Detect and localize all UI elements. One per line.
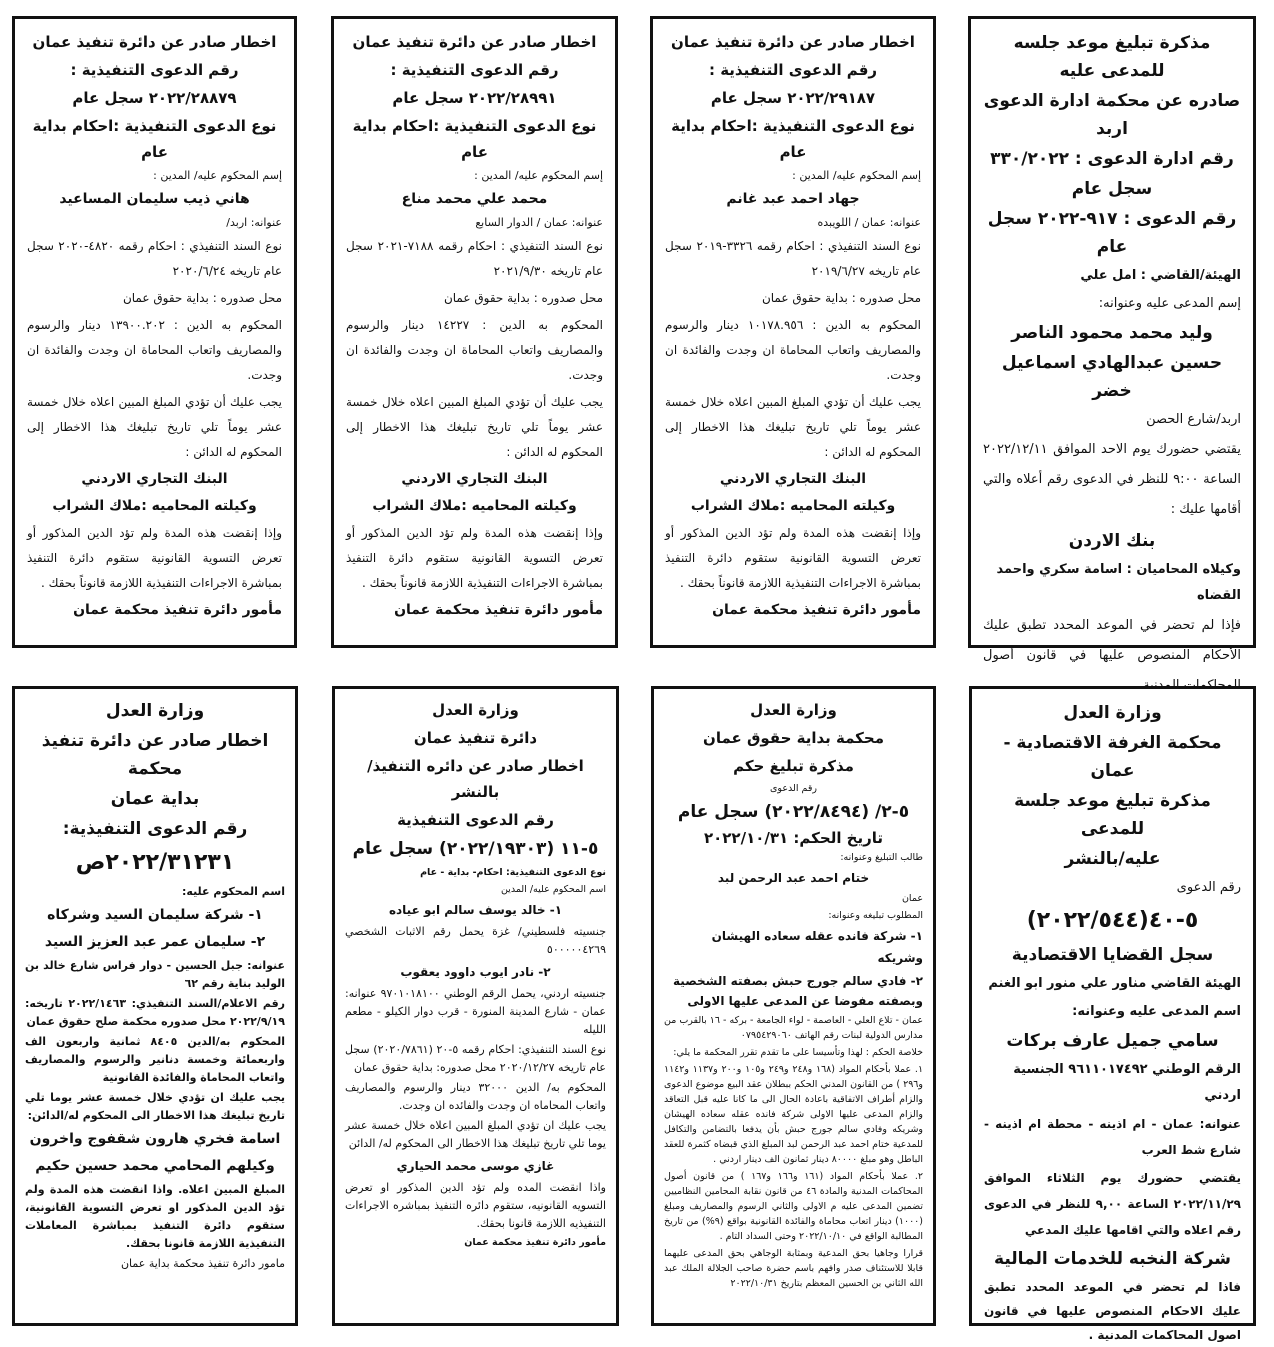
case-register: سجل عام (1071, 179, 1153, 199)
payment-demand: يجب عليك أن تؤدي المبلغ المبين اعلاه خلال خمسة عشر يوماً تلي تاريخ تبليغك هذا الاخطار إلى المحكوم له الدائن : (346, 395, 603, 459)
judgment-clause-2: ٢. عملا بأحكام المواد (١٦١ و١٦٦ و١٦٧ ) من قانون أصول المحاكمات المدنية والمادة ٤٦ من قانون نقابة المحامين النظاميين تضمين المدعى عليه م الاولى والثاني الرسوم والمصاريف ومبلغ (١٠٠٠) دينار اتعاب محاماة والفائدة القانونية بواقع (٩%) من تاريخ المطالبة الواقع في ٢٠٢٢/١٠/١٠ وحتى السداد التام . (664, 1171, 923, 1242)
recipient-2: ٢- فادي سالم جورج حبش بصفته الشخصية وبصفته مفوضا عن المدعى عليها الاولى (673, 974, 923, 1008)
debtor-label: اسم المحكوم عليه: (182, 885, 285, 898)
notice-title: اخطار صادر عن دائرة تنفيذ عمان (32, 33, 277, 51)
execution-type: نوع الدعوى التنفيذية :احكام بداية عام (32, 117, 277, 161)
enforcement-warning: وإذا إنقضت هذه المدة ولم تؤد الدين المذكور أو تعرض التسوية القانونية ستقوم دائرة التنفيذ بمباشرة الاجراءات التنفيذية اللازمة قانوناً بحقك . (665, 526, 921, 590)
panel-judge: الهيئة/القاضي : امل علي (1080, 268, 1241, 283)
officer-signature: مأمور دائرة تنفيذ محكمة عمان (464, 1237, 606, 1248)
officer-signature: مامور دائرة تنفيذ محكمة بداية عمان (120, 1257, 285, 1270)
debtor-label: إسم المحكوم عليه/ المدين : (792, 169, 921, 182)
absence-warning: فاذا لم تحضر في الموعد المحدد تطبق عليك الاحكام المنصوص عليها في قانون اصول المحاكمات المدنية . (984, 1280, 1241, 1342)
execution-number: ٢٠٢٢/٢٩١٨٧ سجل عام (710, 89, 876, 107)
court-name: بداية عمان (110, 789, 200, 809)
notice-title: مذكرة تبليغ حكم (733, 757, 854, 775)
creditor-lawyer: وكيلهم المحامي محمد حسين حكيم (35, 1158, 275, 1174)
plaintiff-name: بنك الاردن (1068, 531, 1156, 551)
debtor-2-name: ٢- سليمان عمر عبد العزيز السيد (44, 934, 266, 950)
judgment-date: تاريخ الحكم: ٢٠٢٢/١٠/٣١ (703, 829, 884, 847)
court-name: محكمة الغرفة الاقتصادية - عمان (1003, 733, 1222, 781)
creditor-name: غازي موسى محمد الحياري (396, 1159, 555, 1173)
officer-signature: مأمور دائرة تنفيذ محكمة عمان (73, 602, 282, 618)
notice-court: صادره عن محكمة ادارة الدعوى اربد (983, 91, 1241, 139)
execution-number: ٢٠٢٢/٢٨٩٩١ سجل عام (392, 89, 557, 107)
national-id: الرقم الوطني ٩٦١١٠١٧٤٩٢ الجنسية اردني (1013, 1062, 1241, 1103)
case-number-label: رقم الدعوى (769, 783, 817, 794)
notice-execution-28991 (331, 16, 618, 648)
execution-number: ٢٠٢٢/٢٨٨٧٩ سجل عام (72, 89, 237, 107)
recipient-1: ١- شركة فانده عقله سعاده الهيشان وشريكه (711, 929, 923, 965)
officer-signature: مأمور دائرة تنفيذ محكمة عمان (394, 602, 603, 618)
debtor-address: عنوانه: عمان / الدوار السابع (475, 216, 603, 229)
issuing-court: محل صدوره : بداية حقوق عمان (122, 291, 282, 305)
execution-label: رقم الدعوى التنفيذية: (62, 819, 248, 839)
debtor-label: اسم المحكوم عليه/ المدين (500, 884, 606, 895)
defendant-address: اربد/شارع الحصن (1146, 412, 1241, 427)
enforcement-warning: وإذا إنقضت هذه المدة ولم تؤد الدين المذكور أو تعرض التسوية القانونية ستقوم دائرة التنفيذ بمباشرة الاجراءات التنفيذية اللازمة قانوناً بحقك . (346, 526, 603, 590)
defendant-label: إسم المدعى عليه وعنوانه: (1098, 296, 1241, 311)
creditor-name: اسامة فخري هارون شقفوج واخرون (29, 1131, 281, 1147)
debtor-1-id: جنسيته فلسطيني/ غزة يحمل رقم الاثبات الشخصي ٥٠٠٠٠٠٤٢٦٩ (345, 925, 606, 956)
debtor-2-details: جنسيته اردني، يحمل الرقم الوطني ٩٧٠١٠١٨١٠٠ عنوانه: عمان - شارع المدينة المنورة - قرب دوار الكيلو - مطعم الليله (345, 987, 606, 1036)
debtor-address: عنوانه: عمان / اللويبده (817, 216, 921, 229)
hearing-text: يقتضي حضورك يوم الاحد الموافق ٢٠٢٢/١٢/١١ الساعة ٩:٠٠ للنظر في الدعوى رقم أعلاه والتي أقامها عليك : (983, 442, 1241, 517)
notice-economic-chamber (969, 686, 1256, 1342)
creditor-name: البنك التجاري الاردني (401, 471, 548, 487)
notice-title: اخطار صادر عن دائرة تنفيذ محكمة (41, 731, 269, 779)
panel-judge: الهيئة القاضي مناور علي منور ابو الغنم (988, 976, 1241, 991)
creditor-lawyer: وكيلته المحاميه :ملاك الشراب (372, 498, 577, 514)
instrument-number: رقم الاعلام/السند التنفيذي: ٢٠٢٢/١٤٦٣ تاريخه: ٢٠٢٢/٩/١٩ محل صدوره محكمة صلح حقوق عمان (25, 997, 285, 1028)
creditor-name: البنك التجاري الاردني (81, 471, 228, 487)
payment-demand: يجب عليك أن تؤدي المبلغ المبين اعلاه خلال خمسة عشر يوماً تلي تاريخ تبليغك هذا الاخطار إلى المحكوم له الدائن : (665, 395, 921, 459)
defendant-address: عنوانه: عمان - ام اذينه - محطة ام اذينه - شارع شط العرب (984, 1117, 1241, 1157)
court-name: محكمة بداية حقوق عمان (703, 729, 884, 747)
notice-title: مذكرة تبليغ موعد جلسة للمدعى (1014, 791, 1211, 839)
execution-number: ٥-١١ (٢٠٢٢/١٩٣٠٣) سجل عام (352, 839, 599, 859)
payment-demand: يجب عليك ان تؤدي المبلغ المبين اعلاه خلال خمسة عشر يوما تلي تاريخ تبليغك هذا الاخطار الى المحكوم له/ الدائن (345, 1119, 606, 1150)
case-management-number: رقم ادارة الدعوى : ٣٣٠/٢٠٢٢ (990, 149, 1234, 169)
instrument-type: نوع السند التنفيذي : احكام رقمه ٧١٨٨-٢٠٢١ سجل عام تاريخه ٢٠٢١/٩/٣٠ (346, 239, 604, 278)
debtor-1-name: ١- خالد يوسف سالم ابو عياده (388, 903, 563, 917)
absence-warning: فإذا لم تحضر في الموعد المحدد تطبق عليك الأحكام المنصوص عليها في قانون أصول (983, 618, 1241, 663)
notice-execution-31231 (12, 686, 298, 1326)
ministry-title: وزارة العدل (750, 701, 837, 719)
execution-label: رقم الدعوى التنفيذية : (390, 61, 559, 79)
judgment-amount: المحكوم به الدين : ١٣٩٠٠.٢٠٢ دينار والرسوم والمصاريف واتعاب المحاماة ان وجدت والفائدة ان وجدت. (27, 318, 282, 382)
enforcement-warning: وإذا إنقضت هذه المدة ولم تؤد الدين المذكور أو تعرض التسوية القانونية ستقوم دائرة التنفيذ بمباشرة الاجراءات التنفيذية اللازمة قانوناً بحقك . (27, 526, 282, 590)
judgment-clause-1: ١. عملا بأحكام المواد (١٦٨ و٢٤٨ و٢٤٩ و١٠٥ و٢٠٠ و١١٣٧ و١١٤٢ و٢٩٦ ) من القانون المدني الحكم ببطلان عقد البيع موضوع الدعوى والزام أطراف الاتفاقية باعادة الحال الى ما كانا عليه قبل التعاقد والزام المدعى عليها الاولى شركة فانده عقله سعاده الهيشان وشريكه وفادي سالم جورج حبش بأن يدفعا بالتضامن والتكافل للمدعية ختام احمد عبد الرحمن لبد المبلغ الذي قبضاه كثمرة للعقد الباطل وهو مبلغ ٨٠٠٠٠ دينار ثمانون الف دينار اردني . (664, 1064, 924, 1165)
recipient-address: عمان - تلاع العلي - العاصمة - لواء الجامعة - بركه - ١٦ بالقرب من مدارس الدولية لبنات رقم الهاتف ٠٧٩٥٤٢٩٠٦٠ (664, 1015, 923, 1041)
case-number: ٥-٢/ (٢٠٢٢/٨٤٩٤) سجل عام (677, 802, 910, 822)
notice-title: مذكرة تبليغ موعد جلسه للمدعى عليه (1013, 33, 1211, 81)
instrument-type: نوع السند التنفيذي : احكام رقمه ٣٣٢٦-٢٠١٩ سجل عام تاريخه ٢٠١٩/٦/٢٧ (665, 239, 922, 278)
notice-title: اخطار صادر عن دائره التنفيذ/ بالنشر (367, 757, 584, 801)
creditor-lawyer: وكيلته المحاميه :ملاك الشراب (690, 498, 896, 514)
department-name: دائرة تنفيذ عمان (413, 729, 538, 747)
judgment-amount: المحكوم به الدين : ١٠١٧٨.٩٥٦ دينار والرسوم والمصاريف واتعاب المحاماة ان وجدت والفائدة ان وجدت. (665, 318, 921, 382)
payment-demand: يجب عليك ان تؤدي خلال خمسة عشر يوما تلي تاريخ تبليغك هذا الاخطار الى المحكوم له/الدائن: (25, 1091, 285, 1122)
judgment-amount: المحكوم به/ الدين ٣٢٠٠٠ دينار والرسوم والمصاريف واتعاب المحاماه ان وجدت والفائده ان وجدت. (345, 1081, 606, 1112)
debtor-name: جهاد احمد عبد غانم (726, 191, 860, 207)
defendant-name-2: حسين عبدالهادي اسماعيل خضر (1001, 353, 1223, 401)
debtor-2-name: ٢- نادر ايوب داوود يعقوب (400, 965, 551, 979)
requester-address: عمان (901, 893, 923, 904)
judgment-amount: المحكوم به/الدين ٨٤٠٥ ثمانية واربعون الف واربعمائة وخمسة دنانير والرسوم والمصاريف واتعاب المحاماة والفائدة القانونية (25, 1035, 285, 1084)
debtor-label: إسم المحكوم عليه/ المدين : (153, 169, 282, 182)
execution-label: رقم الدعوى التنفيذية : (708, 61, 878, 79)
requester-label: طالب التبليغ وعنوانه: (840, 852, 923, 863)
execution-type: نوع الدعوى التنفيذية: احكام- بداية - عام (420, 867, 606, 878)
debtor-address: عنوانه: جبل الحسين - دوار فراس شارع خالد بن الوليد بناية رقم ٦٢ (25, 959, 285, 990)
execution-number: ٢٠٢٢/٣١٢٣١ص (75, 850, 235, 875)
notice-execution-29187 (650, 16, 936, 648)
execution-label: رقم الدعوى التنفيذية : (70, 61, 239, 79)
case-number: رقم الدعوى : ٩١٧-٢٠٢٢ سجل عام (987, 209, 1237, 257)
debtor-name: محمد علي محمد مناع (401, 191, 548, 207)
plaintiff-lawyers: وكيلاه المحاميان : اسامة سكري واحمد القضاه (996, 562, 1241, 603)
issuing-court: محل صدوره : بداية حقوق عمان (443, 291, 603, 305)
case-register: سجل القضايا الاقتصادية (1011, 945, 1214, 965)
enforcement-warning: واذا انقضت المده ولم تؤد الدين المذكور او تعرض التسويه القانونيه، ستقوم دائره التنفيذ بمباشره الاجراءات التنفيذيه اللازمة قانونا بحقك. (345, 1181, 606, 1230)
officer-signature: مأمور دائرة تنفيذ محكمة عمان (712, 602, 921, 618)
notice-execution-28879 (12, 16, 297, 648)
execution-type: نوع الدعوى التنفيذية :احكام بداية عام (671, 117, 915, 161)
case-number: ٥-٤٠(٢٠٢٢/٥٤٤) (1026, 908, 1199, 933)
judgment-amount: المحكوم به الدين : ١٤٢٢٧ دينار والرسوم والمصاريف واتعاب المحاماة ان وجدت والفائدة ان وجدت. (346, 318, 603, 382)
enforcement-warning: المبلغ المبين اعلاه. واذا انقضت هذه المدة ولم تؤد الدين المذكور او تعرض التسوية القانونية، ستقوم دائرة التنفيذ بمباشرة المعاملات التنفيذية اللازمة قانونا بحقك. (25, 1183, 285, 1250)
execution-label: رقم الدعوى التنفيذية (397, 811, 554, 829)
ministry-title: وزارة العدل (432, 701, 519, 719)
defendant-label: اسم المدعى عليه وعنوانه: (1072, 1004, 1241, 1019)
ministry-title: وزارة العدل (105, 701, 205, 721)
defendant-name: سامي جميل عارف بركات (1006, 1031, 1219, 1051)
instrument-type: نوع السند التنفيذي : احكام رقمه ٤٨٢٠-٢٠٢٠ سجل عام تاريخه ٢٠٢٠/٦/٢٤ (27, 239, 282, 278)
judgment-summary-label: خلاصة الحكم : لهذا وتأسيسا على ما تقدم تقرر المحكمة ما يلي: (673, 1047, 923, 1058)
debtor-name: هاني ذيب سليمان المساعيد (59, 191, 250, 207)
judgment-ruling: قرارا وجاهيا بحق المدعية وبمثابة الوجاهي بحق المدعى عليهما قابلا للاستئناف صدر وافهم باسم حضرة صاحب الجلالة الملك عبد الله الثاني بن الحسين المعظم بتاريخ ٢٠٢٢/١٠/٣١ (664, 1248, 923, 1289)
plaintiff-name: شركة النخبه للخدمات المالية (994, 1249, 1231, 1269)
case-number-label: رقم الدعوى (1176, 880, 1241, 895)
issuing-court: محل صدوره : بداية حقوق عمان (761, 291, 921, 305)
defendant-name-1: وليد محمد محمود الناصر (1011, 323, 1213, 343)
payment-demand: يجب عليك أن تؤدي المبلغ المبين اعلاه خلال خمسة عشر يوماً تلي تاريخ تبليغك هذا الاخطار إلى المحكوم له الدائن : (27, 395, 282, 459)
debtor-label: إسم المحكوم عليه/ المدين : (474, 169, 603, 182)
ministry-title: وزارة العدل (1063, 703, 1162, 723)
debtor-address: عنوانه: اربد/ (226, 216, 282, 229)
requester-name: ختام احمد عبد الرحمن لبد (717, 871, 870, 885)
notice-execution-19303 (332, 686, 619, 1326)
notice-judgment-8494 (651, 686, 936, 1326)
notice-hearing-irbid (968, 16, 1256, 663)
instrument-type: نوع السند التنفيذي: احكام رقمه ٥-٢٠ (٢٠٢٠/٧٨٦١) سجل عام تاريخه ٢٠٢٠/١٢/٢٧ محل صدوره: بداية حقوق عمان (345, 1043, 607, 1074)
hearing-text: يقتضي حضورك يوم الثلاثاء الموافق ٢٠٢٢/١١/٢٩ الساعة ٩,٠٠ للنظر في الدعوى رقم اعلاه والتي اقامها عليك المدعي (984, 1171, 1241, 1237)
creditor-name: البنك التجاري الاردني (719, 471, 867, 487)
notice-subtitle: عليه/بالنشر (1064, 849, 1161, 869)
notice-title: اخطار صادر عن دائرة تنفيذ عمان (671, 33, 915, 51)
creditor-lawyer: وكيلته المحاميه :ملاك الشراب (52, 498, 257, 514)
notice-title: اخطار صادر عن دائرة تنفيذ عمان (352, 33, 597, 51)
debtor-1-name: ١- شركة سليمان السيد وشركاه (47, 907, 263, 923)
execution-type: نوع الدعوى التنفيذية :احكام بداية عام (352, 117, 597, 161)
recipient-label: المطلوب تبليغه وعنوانه: (828, 910, 923, 921)
